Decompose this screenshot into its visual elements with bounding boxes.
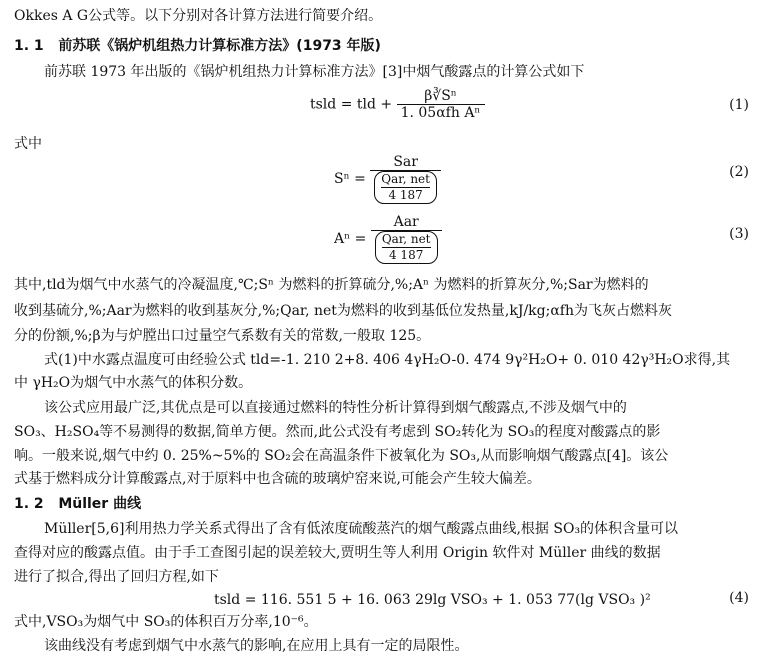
- paragraph-6: 该曲线没有考虑到烟气中水蒸气的影响,在应用上具有一定的局限性。: [44, 638, 469, 654]
- eq3-fraction: [371, 214, 442, 264]
- eq3-inner-numerator: Qar, net: [381, 232, 431, 246]
- eq2-paren: [374, 171, 437, 204]
- paragraph-2-line: 式(1)中水露点温度可由经验公式 tld=-1. 210 2+8. 406 4γH₂O-0. 474 9γ²H₂O+ 0. 010 42γ³H₂O求得,其: [44, 352, 731, 368]
- definition-line: 收到基硫分,%;Aar为燃料的收到基灰分,%;Qar, net为燃料的收到基低位发热量,kJ/kg;αfh为飞灰占燃料灰: [14, 303, 672, 319]
- section-heading-1-2: [14, 494, 141, 514]
- paragraph-4-line: 查得对应的酸露点值。由于手工查图引起的误差较大,贾明生等人利用 Origin 软件对 Müller 曲线的数据: [14, 545, 661, 561]
- eq3-inner-denominator: 4 187: [388, 248, 424, 262]
- shizhong-label: 式中: [14, 136, 42, 152]
- eq2-inner-denominator: 4 187: [388, 188, 423, 202]
- equation-number-3: (3): [729, 226, 749, 242]
- section-title: 前苏联《锅炉机组热力计算标准方法》(1973 年版): [58, 38, 381, 54]
- equation-1: [310, 88, 485, 121]
- section-heading-1-1: [14, 36, 381, 56]
- section-number: 1. 2: [14, 496, 44, 512]
- equation-3: [334, 214, 442, 264]
- eq2-lhs: Sⁿ =: [334, 171, 366, 187]
- eq2-fraction: [370, 154, 441, 204]
- eq1-numerator: β∛Sⁿ: [424, 88, 457, 104]
- eq2-inner-numerator: Qar, net: [381, 172, 430, 186]
- paragraph-4-line: 进行了拟合,得出了回归方程,如下: [14, 569, 219, 585]
- paragraph-3-line: 响。一般来说,烟气中约 0. 25%~5%的 SO₂会在高温条件下被氧化为 SO₃,从而影响烟气酸露点[4]。该公: [14, 448, 669, 464]
- paragraph-1: 前苏联 1973 年出版的《锅炉机组热力计算标准方法》[3]中烟气酸露点的计算公式如下: [44, 64, 585, 80]
- eq1-denominator: 1. 05αfh Aⁿ: [397, 104, 485, 121]
- paragraph-4-line: Müller[5,6]利用热力学关系式得出了含有低浓度硫酸蒸汽的烟气酸露点曲线,根据 SO₃的体积含量可以: [44, 521, 679, 537]
- paragraph-3-line: SO₃、H₂SO₄等不易测得的数据,简单方便。然而,此公式没有考虑到 SO₂转化为 SO₃的程度对酸露点的影: [14, 424, 661, 440]
- eq3-numerator: Aar: [393, 214, 419, 230]
- eq2-numerator: Sar: [393, 154, 418, 170]
- paragraph-3-line: 该公式应用最广泛,其优点是可以直接通过燃料的特性分析计算得到烟气酸露点,不涉及烟气中的: [44, 400, 627, 416]
- equation-number-4: (4): [729, 590, 749, 606]
- equation-4: tsld = 116. 551 5 + 16. 063 29lg VSO₃ + 1. 053 77(lg VSO₃ )²: [214, 592, 651, 608]
- eq3-paren: [375, 231, 438, 264]
- definition-line: 其中,tld为烟气中水蒸气的冷凝温度,℃;Sⁿ 为燃料的折算硫分,%;Aⁿ 为燃料的折算灰分,%;Sar为燃料的: [14, 277, 649, 293]
- equation-number-1: (1): [729, 97, 749, 113]
- equation-number-2: (2): [729, 164, 749, 180]
- definition-line: 分的份额,%;β为与炉膛出口过量空气系数有关的常数,一般取 125。: [14, 328, 431, 344]
- intro-line: Okkes A G公式等。以下分别对各计算方法进行简要介绍。: [14, 8, 383, 24]
- paragraph-5: 式中,VSO₃为烟气中 SO₃的体积百万分率,10⁻⁶。: [14, 614, 318, 630]
- eq3-denominator: [371, 230, 442, 264]
- eq1-fraction: [397, 88, 485, 121]
- paragraph-3-line: 式基于燃料成分计算酸露点,对于原料中也含硫的玻璃炉窑来说,可能会产生较大偏差。: [14, 471, 541, 487]
- section-title: Müller 曲线: [58, 496, 142, 512]
- eq3-lhs: Aⁿ =: [334, 231, 367, 247]
- paragraph-2-line: 中 γH₂O为烟气中水蒸气的体积分数。: [14, 375, 253, 391]
- eq2-denominator: [370, 170, 441, 204]
- equation-2: [334, 154, 441, 204]
- eq1-lhs: tsld = tld +: [310, 96, 393, 113]
- section-number: 1. 1: [14, 38, 44, 54]
